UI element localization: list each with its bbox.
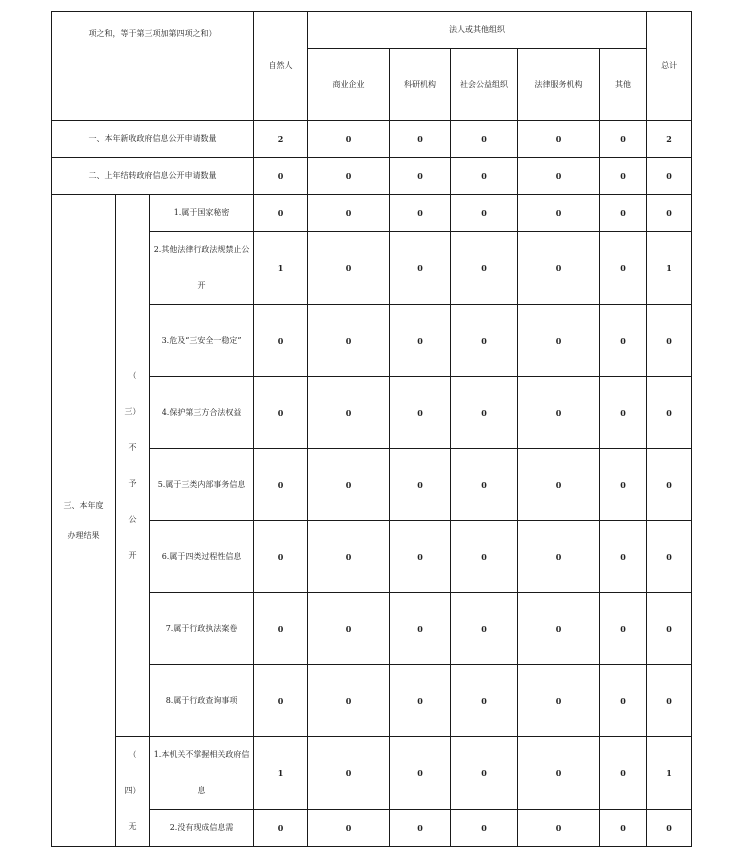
cell-value: 0 <box>451 593 518 665</box>
col-legal-service-header: 法律服务机构 <box>518 49 600 121</box>
cell-value: 0 <box>518 232 600 305</box>
cell-value: 0 <box>600 232 647 305</box>
table-row <box>52 195 692 232</box>
cell-value: 0 <box>451 232 518 305</box>
cell-value: 0 <box>518 737 600 810</box>
cell-value: 0 <box>451 305 518 377</box>
item-label: 2.没有现成信息需 <box>150 810 254 847</box>
item-label: 1.属于国家秘密 <box>150 195 254 232</box>
cell-value: 0 <box>647 810 692 847</box>
group4-label <box>116 737 150 847</box>
group3-char: （ <box>128 370 137 380</box>
cell-value: 0 <box>647 665 692 737</box>
section3-label-line1: 三、本年度 <box>63 500 104 510</box>
cell-value: 0 <box>390 737 451 810</box>
item-label: 3.危及“三安全一稳定” <box>150 305 254 377</box>
cell-value: 0 <box>518 810 600 847</box>
cell-value: 0 <box>600 305 647 377</box>
cell-value: 0 <box>451 449 518 521</box>
row-label: 一、本年新收政府信息公开申请数量 <box>52 121 254 158</box>
cell-value: 0 <box>254 665 308 737</box>
cell-value: 0 <box>600 665 647 737</box>
cell-value: 0 <box>390 305 451 377</box>
item-label: 1.本机关不掌握相关政府信息 <box>150 737 254 810</box>
cell-value: 0 <box>600 121 647 158</box>
table-row <box>52 121 692 158</box>
group4-char: （ <box>128 750 137 759</box>
cell-value: 0 <box>308 737 390 810</box>
cell-value: 0 <box>518 195 600 232</box>
cell-value: 0 <box>600 593 647 665</box>
cell-value: 0 <box>518 521 600 593</box>
cell-value: 0 <box>390 377 451 449</box>
cell-value: 0 <box>390 158 451 195</box>
cell-value: 0 <box>390 665 451 737</box>
cell-value: 0 <box>451 121 518 158</box>
cell-value: 0 <box>647 521 692 593</box>
cell-value: 0 <box>518 449 600 521</box>
cell-value: 0 <box>647 158 692 195</box>
cell-value: 0 <box>600 377 647 449</box>
legal-group-header: 法人或其他组织 <box>308 12 647 49</box>
row-heading-text: 项之和，等于第三项加第四项之和） <box>88 29 217 38</box>
cell-value: 0 <box>600 158 647 195</box>
col-commercial-header: 商业企业 <box>308 49 390 121</box>
cell-value: 0 <box>647 195 692 232</box>
cell-value: 0 <box>308 377 390 449</box>
cell-value: 0 <box>308 593 390 665</box>
cell-value: 0 <box>647 305 692 377</box>
group4-char: 四） <box>124 786 141 795</box>
cell-value: 0 <box>647 449 692 521</box>
cell-value: 0 <box>254 377 308 449</box>
group3-char: 公 <box>128 514 137 524</box>
table-row <box>52 158 692 195</box>
item-label: 7.属于行政执法案卷 <box>150 593 254 665</box>
cell-value: 0 <box>254 593 308 665</box>
cell-value: 0 <box>600 449 647 521</box>
cell-value: 0 <box>254 305 308 377</box>
cell-value: 0 <box>600 521 647 593</box>
cell-value: 1 <box>254 737 308 810</box>
cell-value: 0 <box>451 737 518 810</box>
cell-value: 0 <box>451 158 518 195</box>
cell-value: 0 <box>254 521 308 593</box>
total-header: 总计 <box>647 12 692 121</box>
cell-value: 0 <box>308 665 390 737</box>
cell-value: 0 <box>308 158 390 195</box>
cell-value: 0 <box>390 121 451 158</box>
cell-value: 0 <box>254 810 308 847</box>
cell-value: 0 <box>518 665 600 737</box>
cell-value: 0 <box>390 195 451 232</box>
item-label: 6.属于四类过程性信息 <box>150 521 254 593</box>
item-label: 2.其他法律行政法规禁止公开 <box>150 232 254 305</box>
col-other-header: 其他 <box>600 49 647 121</box>
cell-value: 0 <box>518 305 600 377</box>
cell-value: 0 <box>390 593 451 665</box>
cell-value: 0 <box>600 195 647 232</box>
cell-value: 0 <box>600 810 647 847</box>
cell-value: 0 <box>254 195 308 232</box>
cell-value: 0 <box>254 158 308 195</box>
natural-person-header: 自然人 <box>254 12 308 121</box>
group3-char: 予 <box>128 478 137 488</box>
item-label: 8.属于行政查询事项 <box>150 665 254 737</box>
group3-char: 不 <box>128 442 137 452</box>
cell-value: 0 <box>600 737 647 810</box>
cell-value: 0 <box>518 593 600 665</box>
cell-value: 0 <box>451 521 518 593</box>
cell-value: 0 <box>451 377 518 449</box>
cell-value: 2 <box>254 121 308 158</box>
cell-value: 0 <box>390 810 451 847</box>
cell-value: 0 <box>518 158 600 195</box>
group3-char: 三） <box>124 406 141 416</box>
group4-char: 无 <box>128 822 137 831</box>
cell-value: 0 <box>308 232 390 305</box>
cell-value: 0 <box>451 195 518 232</box>
item-label: 5.属于三类内部事务信息 <box>150 449 254 521</box>
item-label: 4.保护第三方合法权益 <box>150 377 254 449</box>
cell-value: 1 <box>647 232 692 305</box>
section3-label-line2: 办理结果 <box>67 530 100 540</box>
row-label: 二、上年结转政府信息公开申请数量 <box>52 158 254 195</box>
cell-value: 0 <box>308 121 390 158</box>
cell-value: 0 <box>308 195 390 232</box>
cell-value: 0 <box>518 121 600 158</box>
cell-value: 0 <box>254 449 308 521</box>
row-heading-cell <box>52 12 254 121</box>
col-welfare-header: 社会公益组织 <box>451 49 518 121</box>
cell-value: 0 <box>308 810 390 847</box>
cell-value: 0 <box>451 810 518 847</box>
cell-value: 0 <box>390 449 451 521</box>
cell-value: 2 <box>647 121 692 158</box>
col-research-header: 科研机构 <box>390 49 451 121</box>
cell-value: 0 <box>308 305 390 377</box>
group3-char: 开 <box>128 550 137 560</box>
cell-value: 0 <box>647 593 692 665</box>
group3-label <box>116 195 150 737</box>
section3-label <box>52 195 116 847</box>
table-row <box>52 737 692 810</box>
cell-value: 0 <box>518 377 600 449</box>
cell-value: 0 <box>647 377 692 449</box>
cell-value: 1 <box>647 737 692 810</box>
cell-value: 0 <box>390 521 451 593</box>
statistics-table <box>51 11 692 847</box>
cell-value: 0 <box>451 665 518 737</box>
cell-value: 1 <box>254 232 308 305</box>
cell-value: 0 <box>308 521 390 593</box>
cell-value: 0 <box>390 232 451 305</box>
cell-value: 0 <box>308 449 390 521</box>
